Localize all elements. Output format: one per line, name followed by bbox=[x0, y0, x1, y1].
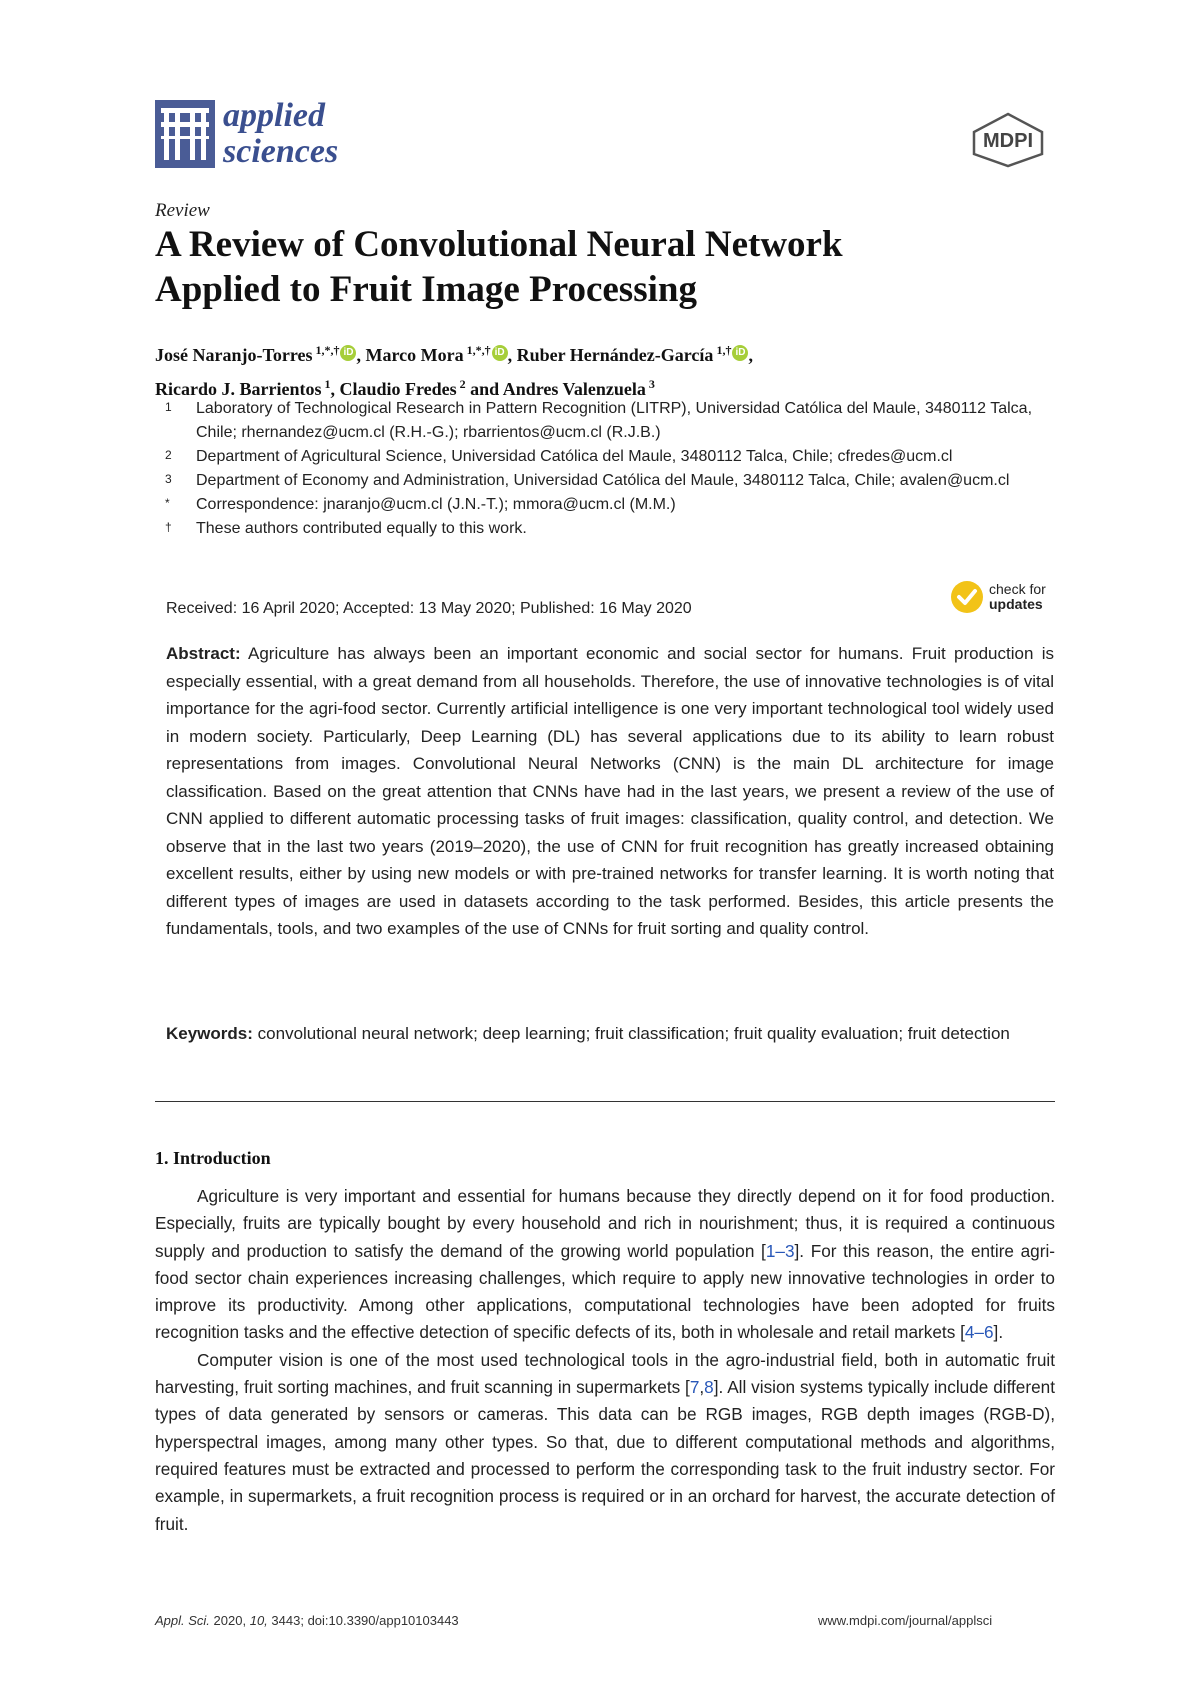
section-heading: 1. Introduction bbox=[155, 1148, 271, 1168]
body-text: , bbox=[699, 1377, 705, 1398]
affiliation-text: Department of Economy and Administration, Universidad Católica del Maule, 3480112 Talca, Chile; avalen@ucm.cl bbox=[196, 472, 1010, 489]
author-separator: and bbox=[465, 379, 503, 399]
author-name: Claudio Fredes bbox=[339, 379, 457, 399]
author-affiliation-marks: 1 bbox=[321, 377, 331, 391]
keywords-text: convolutional neural network; deep learning; fruit classification; fruit quality evaluation; fruit detection bbox=[257, 1024, 1010, 1043]
publisher-name: MDPI bbox=[983, 130, 1033, 152]
journal-name-line1: applied bbox=[223, 97, 325, 134]
publication-dates: Received: 16 April 2020; Accepted: 13 May 2020; Published: 16 May 2020 bbox=[166, 600, 692, 617]
footer-citation bbox=[155, 1613, 459, 1628]
author-affiliation-marks: 1,*,† bbox=[312, 343, 340, 357]
body-paragraph bbox=[155, 1183, 1055, 1347]
affiliation-text: Correspondence: jnaranjo@ucm.cl (J.N.-T.); mmora@ucm.cl (M.M.) bbox=[196, 496, 676, 513]
check-for-updates-badge[interactable] bbox=[950, 580, 1046, 614]
affiliation-text: These authors contributed equally to this work. bbox=[196, 520, 527, 537]
citation-link[interactable]: 4–6 bbox=[964, 1322, 994, 1343]
check-updates-line2: updates bbox=[989, 596, 1043, 612]
author-name: Andres Valenzuela bbox=[502, 379, 646, 399]
affiliation-text: Department of Agricultural Science, Universidad Católica del Maule, 3480112 Talca, Chile; cfredes@ucm.cl bbox=[196, 448, 953, 465]
mdpi-logo-icon bbox=[968, 112, 1048, 168]
publisher-logo[interactable] bbox=[968, 112, 1048, 173]
section-divider bbox=[155, 1101, 1055, 1102]
body-text: ]. All vision systems typically include different types of data generated by sensors or cameras. This data can be RGB images, RGB depth images (RGB-D), hyperspectral images, among many other types. So that, due to different computational methods and algorithms, required features must be extracted and processed to perform the corresponding task to the fruit industry sector. For example, in supermarkets, a fruit recognition process is required or in an orchard for harvest, the accurate detection of fruit. bbox=[155, 1377, 1055, 1534]
check-updates-icon bbox=[950, 580, 984, 614]
article-type: Review bbox=[155, 200, 210, 221]
paper-title bbox=[155, 222, 1055, 312]
author-separator: , bbox=[330, 379, 340, 399]
journal-name-line2: sciences bbox=[223, 133, 339, 170]
affiliation-row bbox=[165, 445, 1065, 469]
abstract-text: Agriculture has always been an important economic and social sector for humans. Fruit production is especially essential, with a great demand from all households. Therefore, the use of innovative technologies is of vital importance for the agri-food sector. Currently artificial intelligence is one very important technological tool widely used in modern society. Particularly, Deep Learning (DL) has several applications due to its ability to learn robust representations from images. Convolutional Neural Networks (CNN) is the main DL architecture for image classification. Based on the great attention that CNNs have had in the last years, we present a review of the use of CNN applied to different automatic processing tasks of fruit images: classification, quality control, and detection. We observe that in the last two years (2019–2020), the use of CNN for fruit recognition has greatly increased obtaining excellent results, either by using new models or with pre-trained networks for transfer learning. It is worth noting that different types of images are used in datasets according to the task performed. Besides, this article presents the fundamentals, tools, and two examples of the use of CNNs for fruit sorting and quality control. bbox=[166, 644, 1054, 938]
affiliation-mark: 3 bbox=[165, 472, 172, 486]
author-name: José Naranjo-Torres bbox=[155, 345, 313, 365]
body-text: ]. For this reason, the entire agri-food sector chain experiences increasing challenges, which require to apply new innovative technologies in order to improve its productivity. Among other applications, computational technologies have been adopted for fruits recognition tasks and the effective detection of specific defects of its, both in wholesale and retail markets [ bbox=[155, 1240, 1055, 1343]
author-name: Marco Mora bbox=[365, 345, 464, 365]
check-updates-text bbox=[989, 582, 1046, 612]
journal-emblem-icon bbox=[155, 100, 215, 168]
title-line-1: A Review of Convolutional Neural Network bbox=[155, 224, 843, 265]
affiliation-row bbox=[165, 517, 1065, 541]
affiliation-row bbox=[165, 493, 1065, 517]
abstract bbox=[166, 640, 1054, 943]
abstract-label: Abstract: bbox=[166, 644, 241, 663]
body-text: ]. bbox=[993, 1322, 1004, 1343]
author-name: Ricardo J. Barrientos bbox=[155, 379, 322, 399]
author-separator: , bbox=[748, 345, 753, 365]
affiliation-mark: 1 bbox=[165, 400, 172, 414]
author-separator: , bbox=[356, 345, 366, 365]
author-separator: , bbox=[507, 345, 517, 365]
orcid-icon[interactable]: iD bbox=[732, 345, 748, 361]
check-updates-line1: check for bbox=[989, 581, 1046, 597]
affiliation-row bbox=[165, 397, 1065, 445]
journal-logo[interactable] bbox=[155, 98, 338, 170]
author-affiliation-marks: 2 bbox=[456, 377, 466, 391]
affiliation-mark: 2 bbox=[165, 448, 172, 462]
footer-doi: 3443; doi:10.3390/app10103443 bbox=[271, 1613, 459, 1628]
footer-volume: 10, bbox=[249, 1613, 268, 1628]
footer-year: 2020, bbox=[213, 1613, 247, 1628]
citation-link[interactable]: 7 bbox=[689, 1377, 700, 1398]
footer-url[interactable]: www.mdpi.com/journal/applsci bbox=[818, 1613, 993, 1628]
orcid-icon[interactable]: iD bbox=[492, 345, 508, 361]
title-line-2: Applied to Fruit Image Processing bbox=[155, 269, 697, 310]
author-affiliation-marks: 1,*,† bbox=[463, 343, 491, 357]
affiliation-mark: † bbox=[165, 520, 172, 534]
keywords bbox=[166, 1020, 1054, 1047]
orcid-icon[interactable]: iD bbox=[340, 345, 356, 361]
affiliation-row bbox=[165, 469, 1065, 493]
author-affiliation-marks: 3 bbox=[645, 377, 655, 391]
author-list bbox=[155, 336, 1055, 404]
footer-journal: Appl. Sci. bbox=[155, 1613, 210, 1628]
affiliation-mark: * bbox=[165, 496, 170, 510]
author-name: Ruber Hernández-García bbox=[516, 345, 714, 365]
affiliations bbox=[165, 397, 1065, 541]
body-paragraph bbox=[155, 1347, 1055, 1538]
section-body bbox=[155, 1183, 1055, 1538]
affiliation-text: Laboratory of Technological Research in Pattern Recognition (LITRP), Universidad Católica del Maule, 3480112 Talca, Chile; rhernandez@ucm.cl (R.H.-G.); rbarrientos@ucm.cl (R.J.B.) bbox=[196, 400, 1033, 441]
keywords-label: Keywords: bbox=[166, 1024, 253, 1043]
citation-link[interactable]: 8 bbox=[704, 1377, 714, 1398]
journal-name bbox=[223, 98, 338, 170]
citation-link[interactable]: 1–3 bbox=[765, 1240, 795, 1261]
body-text: Agriculture is very important and essential for humans because they directly depend on it for food production. Especially, fruits are typically bought by every household and rich in nourishment; thus, it is required a continuous supply and production to satisfy the demand of the growing world population [ bbox=[155, 1186, 1055, 1261]
body-text: Computer vision is one of the most used technological tools in the agro-industrial field, both in automatic fruit harvesting, fruit sorting machines, and fruit scanning in supermarkets [ bbox=[155, 1349, 1055, 1398]
author-affiliation-marks: 1,† bbox=[713, 343, 732, 357]
